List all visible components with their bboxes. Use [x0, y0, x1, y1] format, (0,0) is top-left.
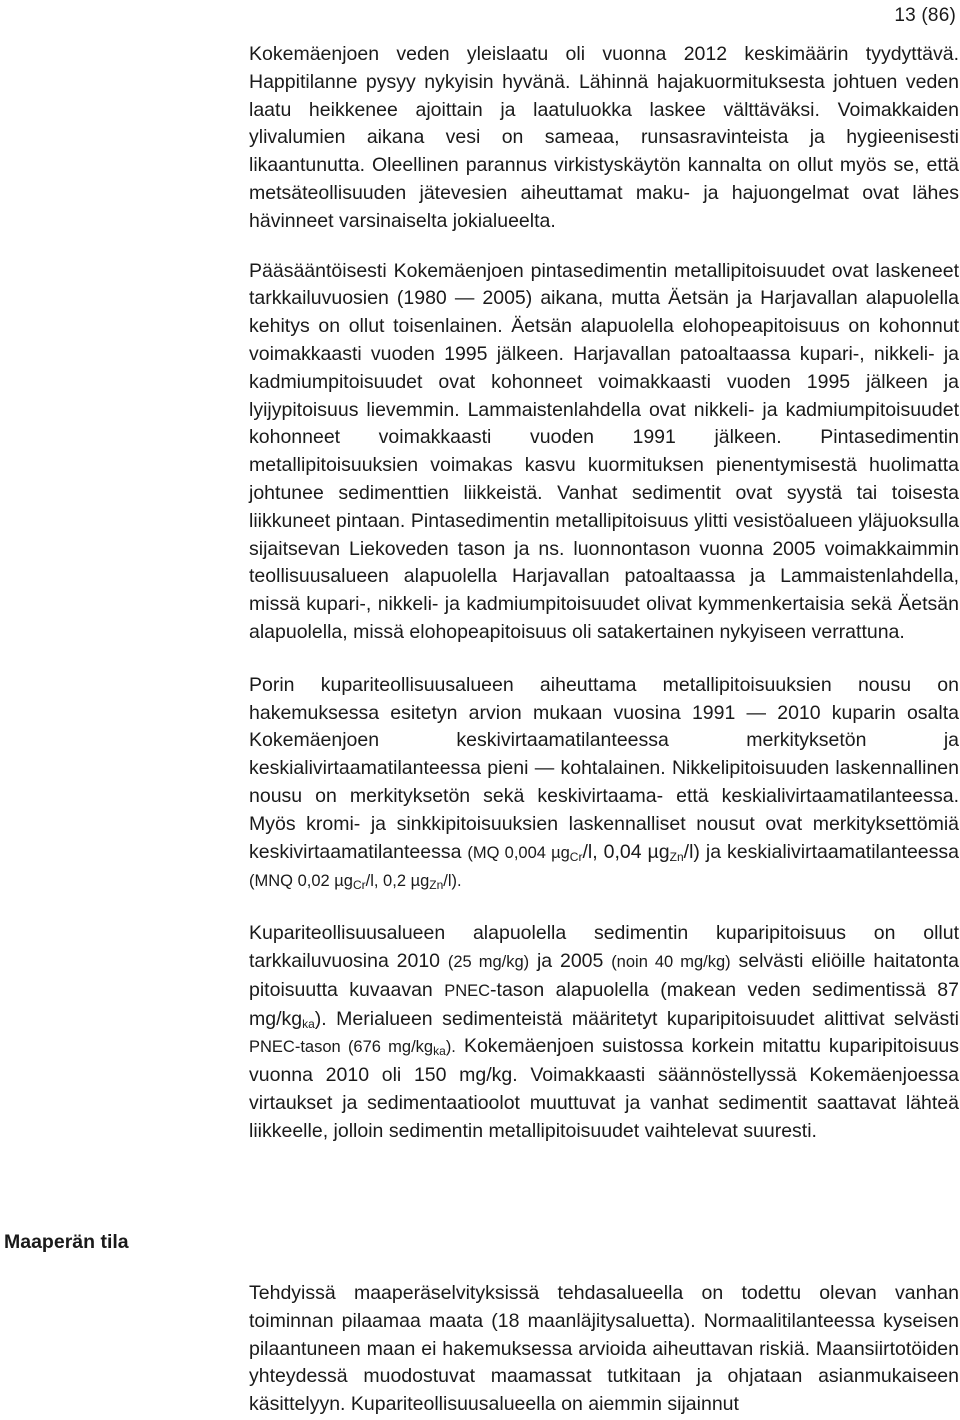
paragraph-sediment-metals: Pääsääntöisesti Kokemäenjoen pintasedimentin metallipitoisuudet ovat laskeneet tarkkailuvuosien (1980 — 2005) aikana, mutta Äetsän ja Harjavallan alapuolella kehitys on ollut toisenlainen. Äetsän alapuolella elohopeapitoisuus on kohonnut voimakkaasti vuoden 1995 jälkeen. Harjavallan patoaltaassa kupari-, nikkeli- ja kadmiumpitoisuudet ovat kohonneet voimakkaasti vuoden 1995 jälkeen ja lyijypitoisuus lievemmin. Lammaistenlahdella ovat nikkeli- ja kadmiumpitoisuudet kohonneet voimakkaasti vuoden 1991 jälkeen. Pintasedimentin metallipitoisuuksien voimakas kasvu kuormituksen pienentymisestä huolimatta johtunee sedimenttien liikkeistä. Vanhat sedimentit ovat syystä tai toisesta liikkuneet pintaan. Pintasedimentin metallipitoisuus ylitti vesistöalueen yläjuoksulla sijaitsevan Liekoveden tason ja ns. luonnontason vuonna 2005 voimakkaimmin teollisuusalueen alapuolella Harjavallan patoaltaassa ja Lammaistenlahdella, missä kupari-, nikkeli- ja kadmiumpitoisuudet olivat kymmenkertaisia sekä Äetsän alapuolella, missä elohopeapitoisuus oli satakertainen nykyiseen verrattuna.: [249, 259, 959, 643]
text-run: /l, 0,04 µg: [582, 840, 670, 863]
text-run: (noin 40 mg/kg): [611, 952, 731, 971]
paragraph-metal-concentration-rise: [249, 672, 959, 896]
subscript: Zn: [669, 849, 684, 864]
text-run: -tason alapuolella (makean veden sedimentissä 87 mg/kg: [249, 978, 959, 1030]
text-run: /l): [683, 840, 700, 863]
text-run: selvästi eliöille haitatonta pitoisuutta kuvaavan: [249, 949, 960, 1001]
paragraph-soil-surveys: Tehdyissä maaperäselvityksissä tehdasalueella on todettu olevan vanhan toiminnan pilaamaa maata (18 maanläjitysaluetta). Normaalitilanteessa kyseisen pilaantuneen maan ei hakemuksessa arvioida aiheuttavan riskiä. Maansiirtotöiden yhteydessä muodostuvat maamassat tutkitaan ja ohjataan asianmukaiseen käsittelyyn. Kupariteollisuusalueella on aiemmin sijainnut: [249, 1282, 959, 1416]
subscript: Zn: [429, 878, 444, 893]
subscript: ka: [302, 1016, 315, 1031]
text-run: (676 mg/kg: [347, 1038, 434, 1057]
subscript: ka: [433, 1044, 446, 1059]
text-run: /l).: [443, 872, 462, 891]
text-run: PNEC: [249, 1038, 295, 1057]
section-heading-soil-status: Maaperän tila: [4, 1231, 129, 1253]
paragraph-copper-sediment: [249, 920, 959, 1145]
text-run: (25 mg/kg): [447, 952, 530, 971]
text-run: PNEC: [444, 981, 491, 1000]
text-run: Porin kupariteollisuusalueen aiheuttama metallipitoisuuksien nousu on hakemuksessa esitetyn arvion mukaan vuosina 1991 — 2010 kuparin osalta Kokemäenjoen keskivirtaamatilanteessa merkityksetön ja keskialivirtaamatilanteessa pieni — kohtalainen. Nikkelipitoisuuden laskennallinen nousu on merkityksetön sekä keskivirtaama- että keskialivirtaamatilanteessa. Myös kromi- ja sinkkipitoisuuksien laskennalliset nousut ovat merkityksettömiä keskivirtaamatilanteessa: [249, 673, 959, 863]
subscript: Cr: [569, 849, 583, 864]
paragraph-water-quality: Kokemäenjoen veden yleislaatu oli vuonna 2012 keskimäärin tyydyttävä. Happitilanne pysyy nykyisin hyvänä. Lähinnä hajakuormituksesta johtuen veden laatu heikkenee ajoittain ja laatuluokka laskee välttäväksi. Voimakkaiden ylivalumien aikana vesi on sameaa, runsasravinteista ja hygieenisesti likaantunutta. Oleellinen parannus virkistyskäytön kannalta on ollut myös se, että metsäteollisuuden jätevesien aiheuttamat maku- ja hajuongelmat ovat lähes hävinneet varsinaiselta jokialueelta.: [249, 43, 959, 232]
text-run: -tason: [294, 1038, 348, 1057]
text-run: ). Merialueen sedimenteistä määritetyt kuparipitoisuudet alittivat selvästi: [314, 1007, 959, 1030]
text-run: (MQ 0,004 µg: [467, 843, 570, 862]
text-run: Kupariteollisuusalueen alapuolella sedimentin kuparipitoisuus on ollut tarkkailuvuosina 2010: [249, 922, 959, 972]
text-run: Kokemäenjoen suistossa korkein mitattu kuparipitoisuus vuonna 2010 oli 150 mg/kg. Voimakkaasti säännöstellyssä Kokemäenjoessa virtaukset ja sedimentaatioolot muuttuvat ja vanhat sedimentit saattavat lähteä liikkeelle, jolloin sedimentin metallipitoisuudet vaihtelevat suuresti.: [249, 1035, 960, 1142]
text-run: ja keskialivirtaamatilanteessa: [699, 840, 959, 863]
text-run: (MNQ 0,02 µg: [249, 872, 353, 891]
text-run: ).: [445, 1038, 456, 1057]
page-number: 13 (86): [894, 5, 956, 26]
subscript: Cr: [352, 878, 366, 893]
main-content: [249, 41, 959, 1145]
text-run: ja 2005: [529, 949, 612, 972]
text-run: /l, 0,2 µg: [365, 872, 430, 891]
